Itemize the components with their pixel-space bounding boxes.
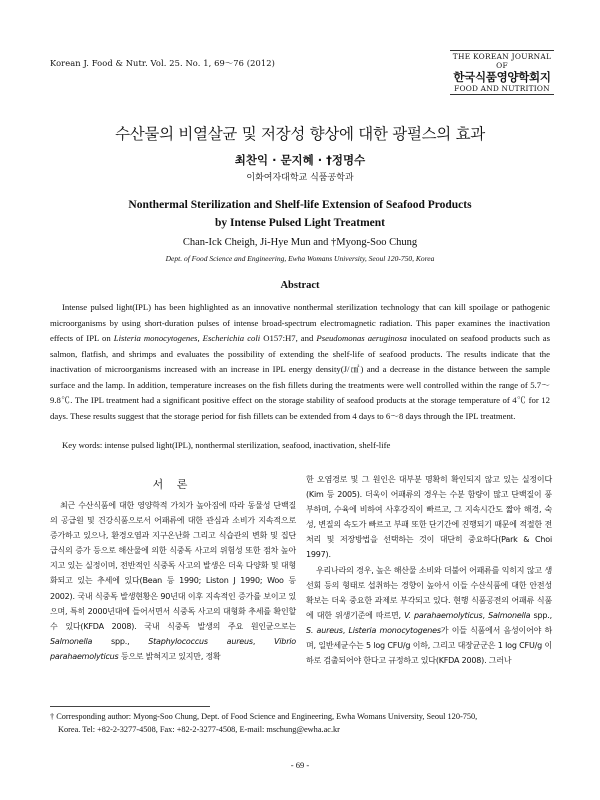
journal-name-en-top: THE KOREAN JOURNAL OF: [452, 52, 552, 70]
species-name: V. parahaemolyticus: [404, 610, 483, 620]
title-english: [0, 196, 600, 232]
abstract-heading: Abstract: [280, 280, 320, 291]
abstract-text: O157:H7, and: [260, 333, 317, 343]
paragraph: [50, 498, 296, 664]
journal-name-ko: 한국식품영양학회지: [453, 70, 551, 84]
corresponding-author-footnote: [50, 710, 555, 736]
affiliation-korean: 이화여자대학교 식품공학과: [246, 173, 354, 183]
species-name: Pseudomonas aeruginosa: [316, 333, 407, 343]
keywords: Key words: intense pulsed light(IPL), nonthermal sterilization, seafood, inactivation, shelf-life: [62, 440, 391, 450]
authors-english: Chan-Ick Cheigh, Ji-Hye Mun and †Myong-Soo Chung: [182, 237, 418, 248]
species-name: Salmonella: [50, 636, 93, 646]
abstract-body: [50, 300, 550, 424]
title-korean: 수산물의 비열살균 및 저장성 향상에 대한 광펄스의 효과: [115, 125, 485, 143]
abstract-text: ,: [197, 333, 203, 343]
paragraph-text: spp.,: [530, 610, 552, 620]
species-name: Salmonella: [488, 610, 531, 620]
footnote-line-2: Korea. Tel: +82-2-3277-4508, Fax: +82-2-3277-4508, E-mail: mschung@ewha.ac.kr: [58, 725, 340, 734]
paragraph: [306, 563, 552, 669]
footnote-divider: [50, 706, 210, 707]
journal-logo-bottom-rule: [450, 94, 554, 95]
paragraph-text: ,: [342, 625, 349, 635]
journal-logo: [450, 50, 554, 95]
paragraph-text: 가 이들 식품에서 음성이어야 하며, 일반세균수는 5 log CFU/g 이하, 그리고 대장균군은 1 log CFU/g 이하로 검출되어야 한다고 규정하고 있다(KFDA 2008). 그러나: [306, 625, 552, 666]
footnote-line-1: † Corresponding author: Myong-Soo Chung, Dept. of Food Science and Engineering, Ewha Womans University, Seoul 120-750,: [50, 712, 478, 721]
paragraph-text: 우리나라의 경우, 높은 해산물 소비와 더불어 어패류를 익히지 않고 생선회 등의 형태로 섭취하는 경향이 높아서 이들 수산식품에 대한 안전성 확보는 더욱 중요한 과제로 부각되고 있다. 현행 식품공전의 어패류 식품에 대한 위생기준에 따르면,: [306, 565, 552, 620]
page-number: - 69 -: [290, 760, 310, 770]
species-name: S. aureus: [306, 625, 343, 635]
paragraph: 한 오염경로 및 그 원인은 대부분 명확히 확인되지 않고 있는 실정이다(Kim 등 2005). 더욱이 어패류의 경우는 수분 함량이 많고 단백질이 풍부하며, 수육에 비하여 사후강직이 빠르고, 그 지속시간도 짧아 해경, 숙성, 변질의 속도가 빠르고 부패 또한 단기간에 진행되기 때문에 적절한 전처리 및 저장방법을 선택하는 것이 대단히 중요하다(Park & Choi 1997).: [306, 475, 552, 560]
species-name: Staphylococcus aureus: [148, 636, 253, 646]
paragraph-text: 등으로 밝혀지고 있지만, 정확: [118, 651, 221, 661]
species-name: Listeria monocytogenes: [113, 333, 198, 343]
abstract-text: Intense pulsed light(IPL) has been highlighted as an innovative nonthermal sterilization technology that can kill spoilage or pathogenic microorganisms by using short-duration pulses of intense broad-spectrum electromagnetic radiation. This paper examines the inactivation effects of IPL on: [50, 302, 550, 343]
title-english-line2: by Intense Pulsed Light Treatment: [215, 217, 385, 229]
authors-korean: 최찬익 · 문지혜 · †정명수: [234, 153, 366, 167]
section-heading-introduction: 서 론: [152, 478, 193, 491]
abstract-text: inoculated on seafood products such as salmon, flatfish, and shrimps and evaluates the possibility of extending the shelf-life of seafood products. The results indicate that the inactivation of microorganisms increased with an increase in IPL energy density(J/㎠) and a decrease in the distance between the sample surface and the lamp. In addition, temperature increases on the fish fillets during the treatments were well controlled within the range of 5.7～9.8℃. The IPL treatment had a significant positive effect on the storage stability of seafood products at the storage temperature of 4℃ for 12 days. These results suggest that the storage period for fish fillets can be extended from 4 days to 6～8 days through the IPL treatment.: [50, 333, 551, 421]
journal-name-en-bottom: FOOD AND NUTRITION: [454, 84, 550, 93]
species-name: Listeria monocytogenes: [348, 625, 441, 635]
body-column-left: [50, 498, 296, 664]
citation: Korean J. Food & Nutr. Vol. 25. No. 1, 69～76 (2012): [50, 58, 275, 68]
species-name: Escherichia coli: [202, 333, 261, 343]
affiliation-english: Dept. of Food Science and Engineering, Ewha Womans University, Seoul 120-750, Korea: [165, 254, 435, 263]
paragraph-text: ,: [482, 610, 489, 620]
paragraph-text: ,: [252, 636, 275, 646]
paragraph-text: spp.,: [92, 636, 149, 646]
species-name: Vibrio parahaemolyticus: [50, 636, 296, 661]
paragraph-text: 최근 수산식품에 대한 영양학적 가치가 높아짐에 따라 동물성 단백질의 공급원 및 건강식품으로서 어패류에 대한 관심과 소비가 지속적으로 증가하고 있으나, 환경오염과 지구온난화 그리고 식습관의 변화 및 집단급식의 증가 등으로 해산물에 의한 식중독 사고의 위험성 또한 점차 높아지고 있는 실정이며, 전반적인 식중독 사고의 발생은 더욱 다양화 및 대형화되고 있는 추세에 있다(Bean 등 1990; Liston J 1990; Woo 등 2002). 국내 식중독 발생현황은 90년대 이후 지속적인 증가를 보이고 있으며, 특히 2000년대에 들어서면서 식중독 사고의 대형화 추세를 확인할 수 있다(KFDA 2008). 국내 식중독 발생의 주요 원인균으로는: [50, 501, 296, 631]
body-column-right: [306, 472, 552, 668]
title-english-line1: Nonthermal Sterilization and Shelf-life Extension of Seafood Products: [128, 199, 472, 211]
